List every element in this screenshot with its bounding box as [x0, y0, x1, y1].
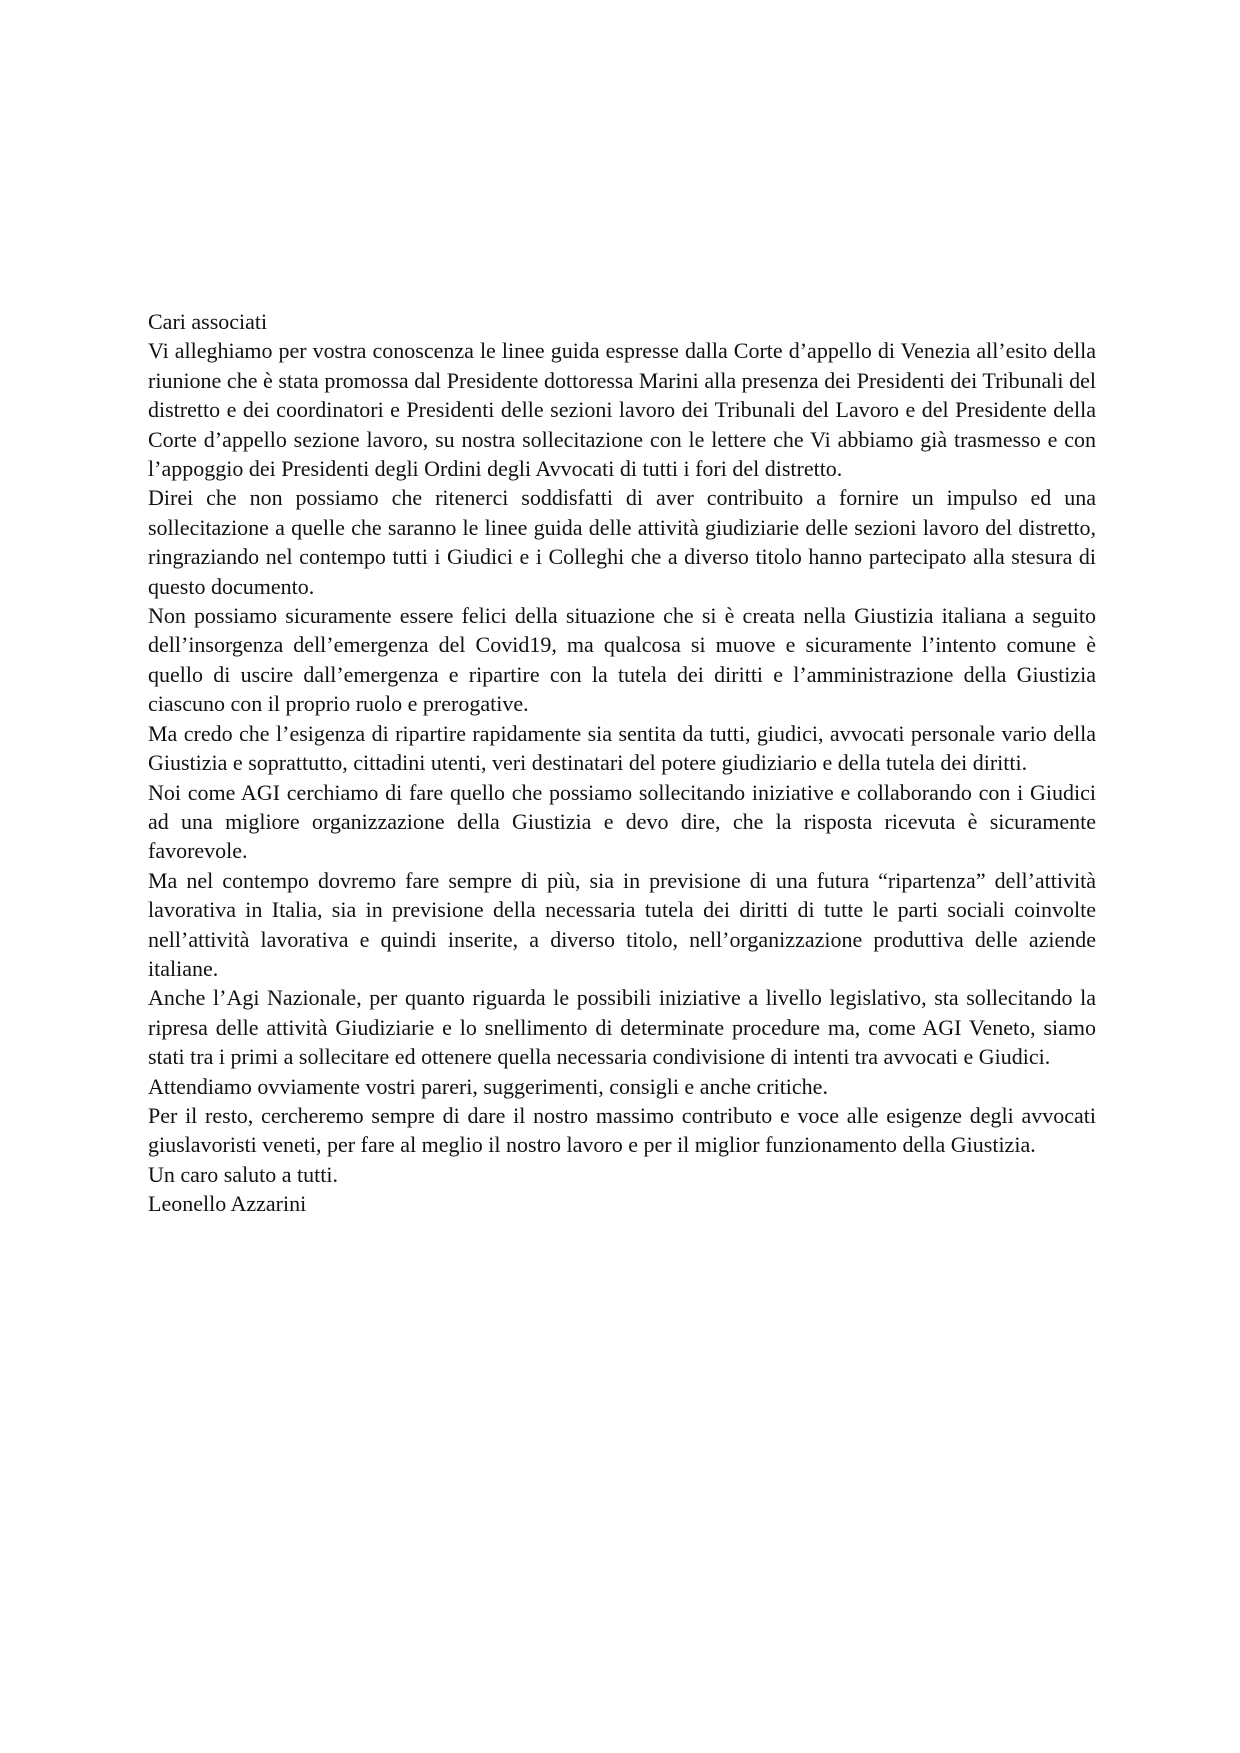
- paragraph: Non possiamo sicuramente essere felici della situazione che si è creata nella Giustizia italiana a seguito dell’insorgenza dell’emergenza del Covid19, ma qualcosa si muove e sicuramente l’intento comune è quello di uscire dall’emergenza e ripartire con la tutela dei diritti e l’amministrazione della Giustizia ciascuno con il proprio ruolo e prerogative.: [148, 603, 1096, 717]
- paragraph: Anche l’Agi Nazionale, per quanto riguarda le possibili iniziative a livello legislativo, sta sollecitando la ripresa delle attività Giudiziarie e lo snellimento di determinate procedure ma, come AGI Veneto, siamo stati tra i primi a sollecitare ed ottenere quella necessaria condivisione di intenti tra avvocati e Giudici.: [148, 985, 1096, 1070]
- letter-signature: Leonello Azzarini: [148, 1191, 307, 1217]
- letter-closing: Un caro saluto a tutti.: [148, 1161, 339, 1187]
- paragraph: Attendiamo ovviamente vostri pareri, suggerimenti, consigli e anche critiche.: [148, 1073, 828, 1099]
- paragraph: Ma credo che l’esigenza di ripartire rapidamente sia sentita da tutti, giudici, avvocati personale vario della Giustizia e soprattutto, cittadini utenti, veri destinatari del potere giudiziario e della tutela dei diritti.: [148, 720, 1096, 776]
- letter-greeting: Cari associati: [148, 309, 268, 334]
- paragraph: Noi come AGI cerchiamo di fare quello che possiamo sollecitando iniziative e collaborando con i Giudici ad una migliore organizzazione della Giustizia e devo dire, che la risposta ricevuta è sicuramente favorevole.: [148, 779, 1096, 864]
- letter-body: [148, 307, 1096, 1219]
- paragraph: Direi che non possiamo che ritenerci soddisfatti di aver contribuito a fornire un impulso ed una sollecitazione a quelle che saranno le linee guida delle attività giudiziarie delle sezioni lavoro del distretto, ringraziando nel contempo tutti i Giudici e i Colleghi che a diverso titolo hanno partecipato alla stesura di questo documento.: [148, 485, 1096, 599]
- paragraph: Per il resto, cercheremo sempre di dare il nostro massimo contributo e voce alle esigenze degli avvocati giuslavoristi veneti, per fare al meglio il nostro lavoro e per il miglior funzionamento della Giustizia.: [148, 1102, 1096, 1158]
- paragraph: Ma nel contempo dovremo fare sempre di più, sia in previsione di una futura “ripartenza” dell’attività lavorativa in Italia, sia in previsione della necessaria tutela dei diritti di tutte le parti sociali coinvolte nell’attività lavorativa e quindi inserite, a diverso titolo, nell’organizzazione produttiva delle aziende italiane.: [148, 867, 1096, 981]
- paragraph: Vi alleghiamo per vostra conoscenza le linee guida espresse dalla Corte d’appello di Venezia all’esito della riunione che è stata promossa dal Presidente dottoressa Marini alla presenza dei Presidenti dei Tribunali del distretto e dei coordinatori e Presidenti delle sezioni lavoro dei Tribunali del Lavoro e del Presidente della Corte d’appello sezione lavoro, su nostra sollecitazione con le lettere che Vi abbiamo già trasmesso e con l’appoggio dei Presidenti degli Ordini degli Avvocati di tutti i fori del distretto.: [148, 338, 1096, 482]
